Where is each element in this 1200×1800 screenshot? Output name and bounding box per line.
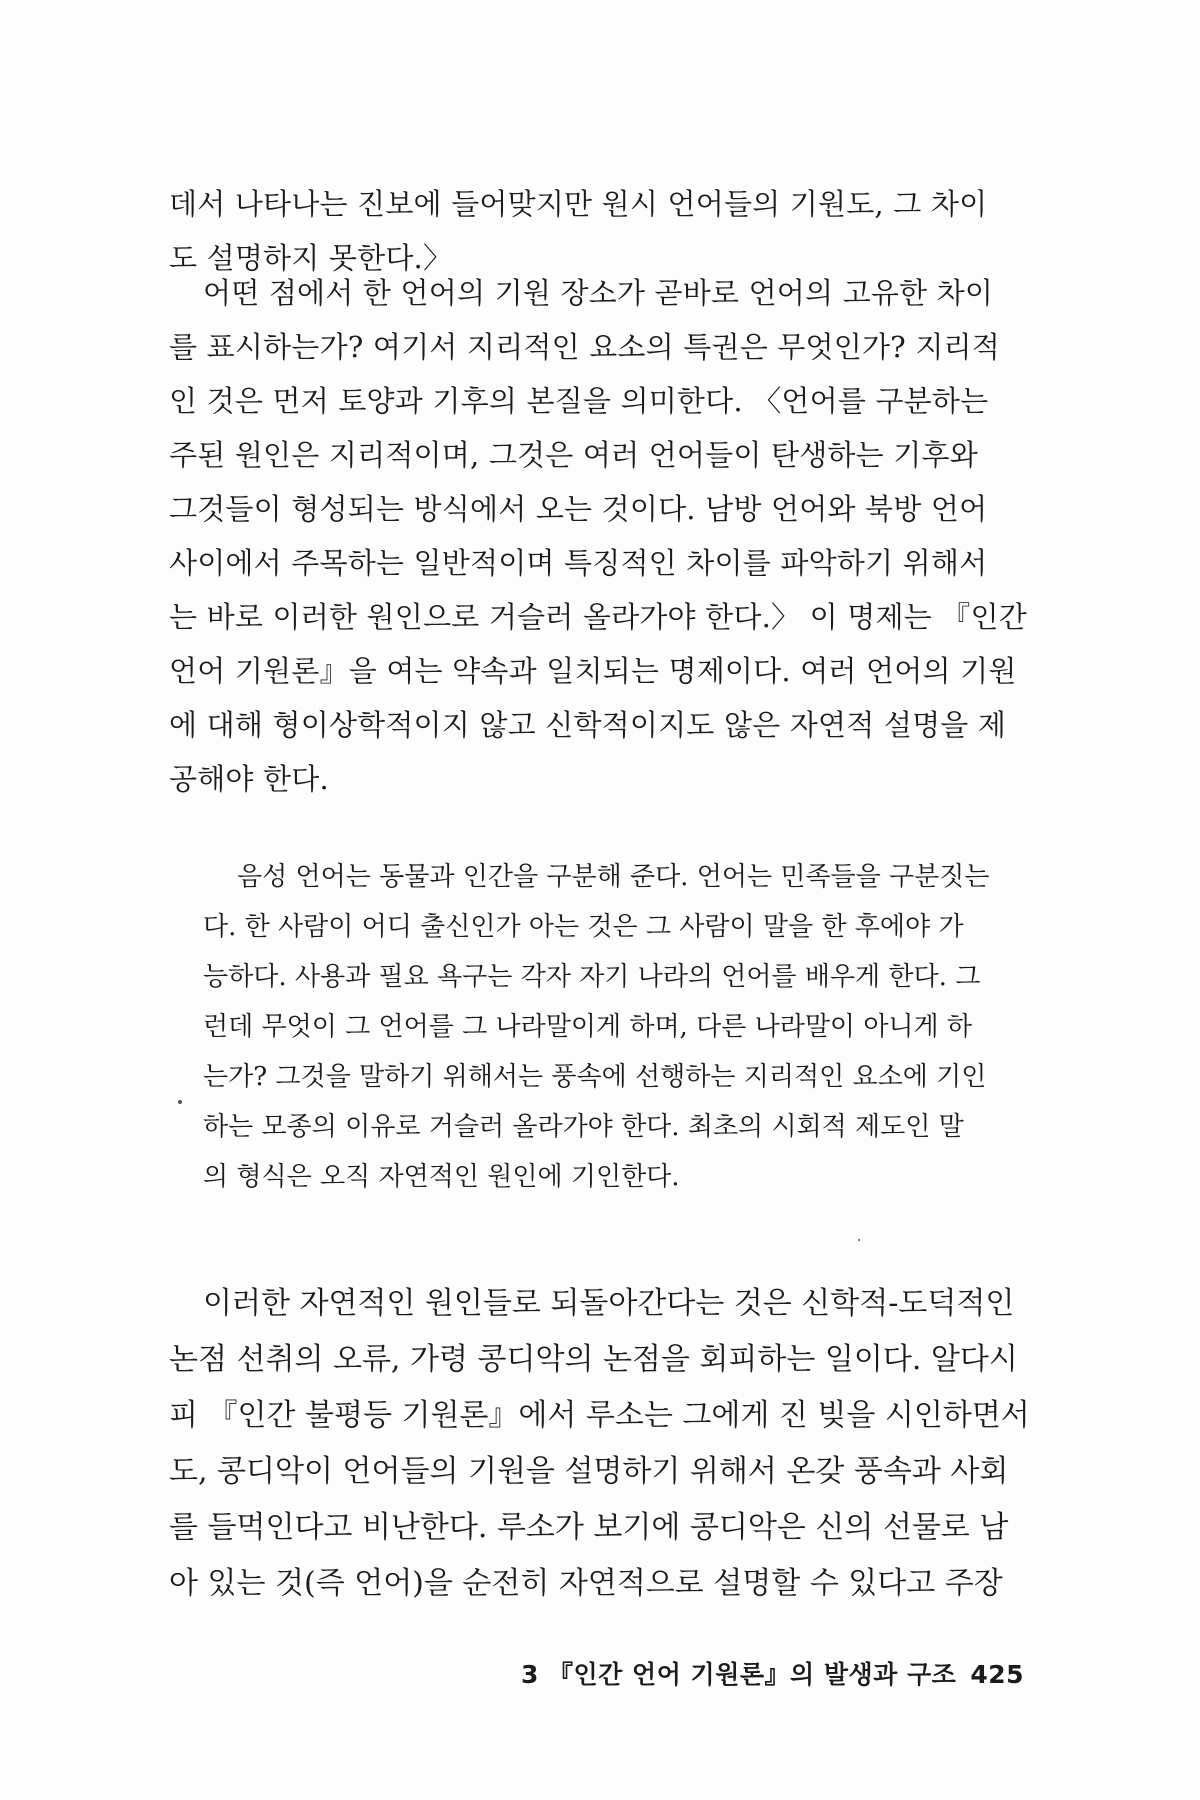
paragraph-condillac	[169, 1276, 1041, 1612]
quote-line: 다. 한 사람이 어디 출신인가 아는 것은 그 사람이 말을 한 후에야 가	[203, 912, 964, 942]
text-line: 를 표시하는가? 여기서 지리적인 요소의 특권은 무엇인가? 지리적	[169, 330, 1000, 364]
page-footer	[521, 1655, 1024, 1691]
page-number: 425	[970, 1660, 1024, 1689]
quote-line: 는가? 그것을 말하기 위해서는 풍속에 선행하는 지리적인 요소에 기인	[203, 1062, 987, 1092]
paragraph-geography	[169, 266, 1041, 806]
running-head: 3 『인간 언어 기원론』의 발생과 구조	[520, 1660, 957, 1689]
text-line: 피 『인간 불평등 기원론』에서 루소는 그에게 진 빚을 시인하면서	[169, 1398, 1030, 1433]
text-line: 주된 원인은 지리적이며, 그것은 여러 언어들이 탄생하는 기후와	[169, 438, 978, 472]
quote-line: 하는 모종의 이유로 거슬러 올라가야 한다. 최초의 시회적 제도인 말	[203, 1112, 964, 1142]
text-line: 공해야 한다.	[169, 762, 329, 796]
text-line: 도 설명하지 못한다.〉	[169, 241, 453, 275]
quote-line: 의 형식은 오직 자연적인 원인에 기인한다.	[203, 1162, 680, 1192]
text-line: 언어 기원론』을 여는 약속과 일치되는 명제이다. 여러 언어의 기원	[169, 654, 1017, 688]
text-line: 인 것은 먼저 토양과 기후의 본질을 의미한다. 〈언어를 구분하는	[169, 384, 989, 418]
text-line: 도, 콩디악이 언어들의 기원을 설명하기 위해서 온갖 풍속과 사회	[169, 1454, 1009, 1489]
text-line: 그것들이 형성되는 방식에서 오는 것이다. 남방 언어와 북방 언어	[169, 492, 988, 526]
quote-line: 음성 언어는 동물과 인간을 구분해 준다. 언어는 민족들을 구분짓는	[237, 862, 990, 892]
text-line: 사이에서 주목하는 일반적이며 특징적인 차이를 파악하기 위해서	[169, 546, 988, 580]
quote-line: 능하다. 사용과 필요 욕구는 각자 자기 나라의 언어를 배우게 한다. 그	[203, 962, 981, 992]
text-line: 논점 선취의 오류, 가령 콩디악의 논점을 회피하는 일이다. 알다시	[169, 1342, 1018, 1377]
text-line: 이러한 자연적인 원인들로 되돌아간다는 것은 신학적-도덕적인	[203, 1286, 1015, 1321]
text-line: 어떤 점에서 한 언어의 기원 장소가 곧바로 언어의 고유한 차이	[203, 276, 994, 310]
stray-print-mark	[178, 1100, 182, 1104]
text-line: 아 있는 것(즉 언어)을 순전히 자연적으로 설명할 수 있다고 주장	[169, 1566, 1003, 1601]
text-line: 에 대해 형이상학적이지 않고 신학적이지도 않은 자연적 설명을 제	[169, 708, 1007, 742]
text-line: 를 들먹인다고 비난한다. 루소가 보기에 콩디악은 신의 선물로 남	[169, 1510, 1009, 1545]
text-line: 데서 나타나는 진보에 들어맞지만 원시 언어들의 기원도, 그 차이	[169, 187, 988, 221]
block-quotation	[203, 852, 1041, 1202]
text-line: 는 바로 이러한 원인으로 거슬러 올라가야 한다.〉 이 명제는 『인간	[169, 600, 1027, 634]
quote-line: 런데 무엇이 그 언어를 그 나라말이게 하며, 다른 나라말이 아니게 하	[203, 1012, 973, 1042]
stray-print-mark	[858, 1239, 860, 1241]
